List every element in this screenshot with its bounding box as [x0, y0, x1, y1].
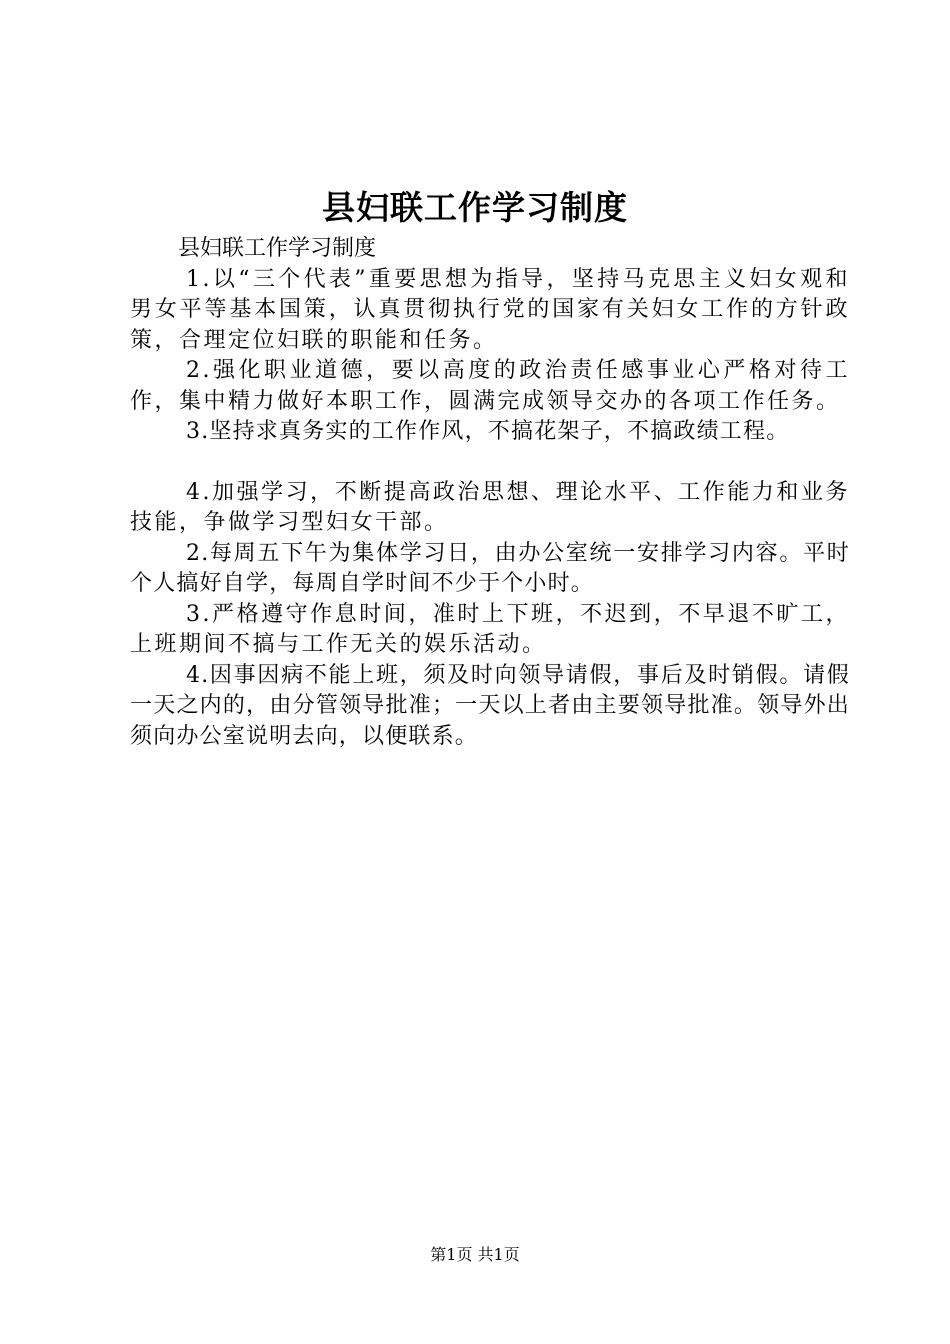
paragraph-2: 2.强化职业道德，要以高度的政治责任感事业心严格对待工作，集中精力做好本职工作，圆满完成领导交办的各项工作任务。 [130, 358, 850, 414]
paragraph-3: 3.坚持求真务实的工作作风，不搞花架子，不搞政绩工程。 [186, 419, 790, 444]
paragraph-5: 2.每周五下午为集体学习日，由办公室统一安排学习内容。平时个人搞好自学，每周自学时间不少于个小时。 [130, 540, 850, 596]
paragraph-7: 4.因事因病不能上班，须及时向领导请假，事后及时销假。请假一天之内的，由分管领导批准；一天以上者由主要领导批准。领导外出须向办公室说明去向，以便联系。 [130, 662, 850, 749]
document-body [130, 234, 850, 752]
paragraph-6: 3.严格遵守作息时间，准时上下班，不迟到，不早退不旷工，上班期间不搞与工作无关的娱乐活动。 [130, 601, 850, 657]
paragraph-4: 4.加强学习，不断提高政治思想、理论水平、工作能力和业务技能，争做学习型妇女干部。 [130, 479, 850, 535]
page-footer: 第1页 共1页 [430, 1245, 520, 1264]
paragraph-1: 1.以“三个代表”重要思想为指导，坚持马克思主义妇女观和男女平等基本国策，认真贯彻执行党的国家有关妇女工作的方针政策，合理定位妇联的职能和任务。 [130, 266, 850, 353]
document-subtitle: 县妇联工作学习制度 [178, 236, 377, 261]
document-title: 县妇联工作学习制度 [322, 188, 628, 227]
